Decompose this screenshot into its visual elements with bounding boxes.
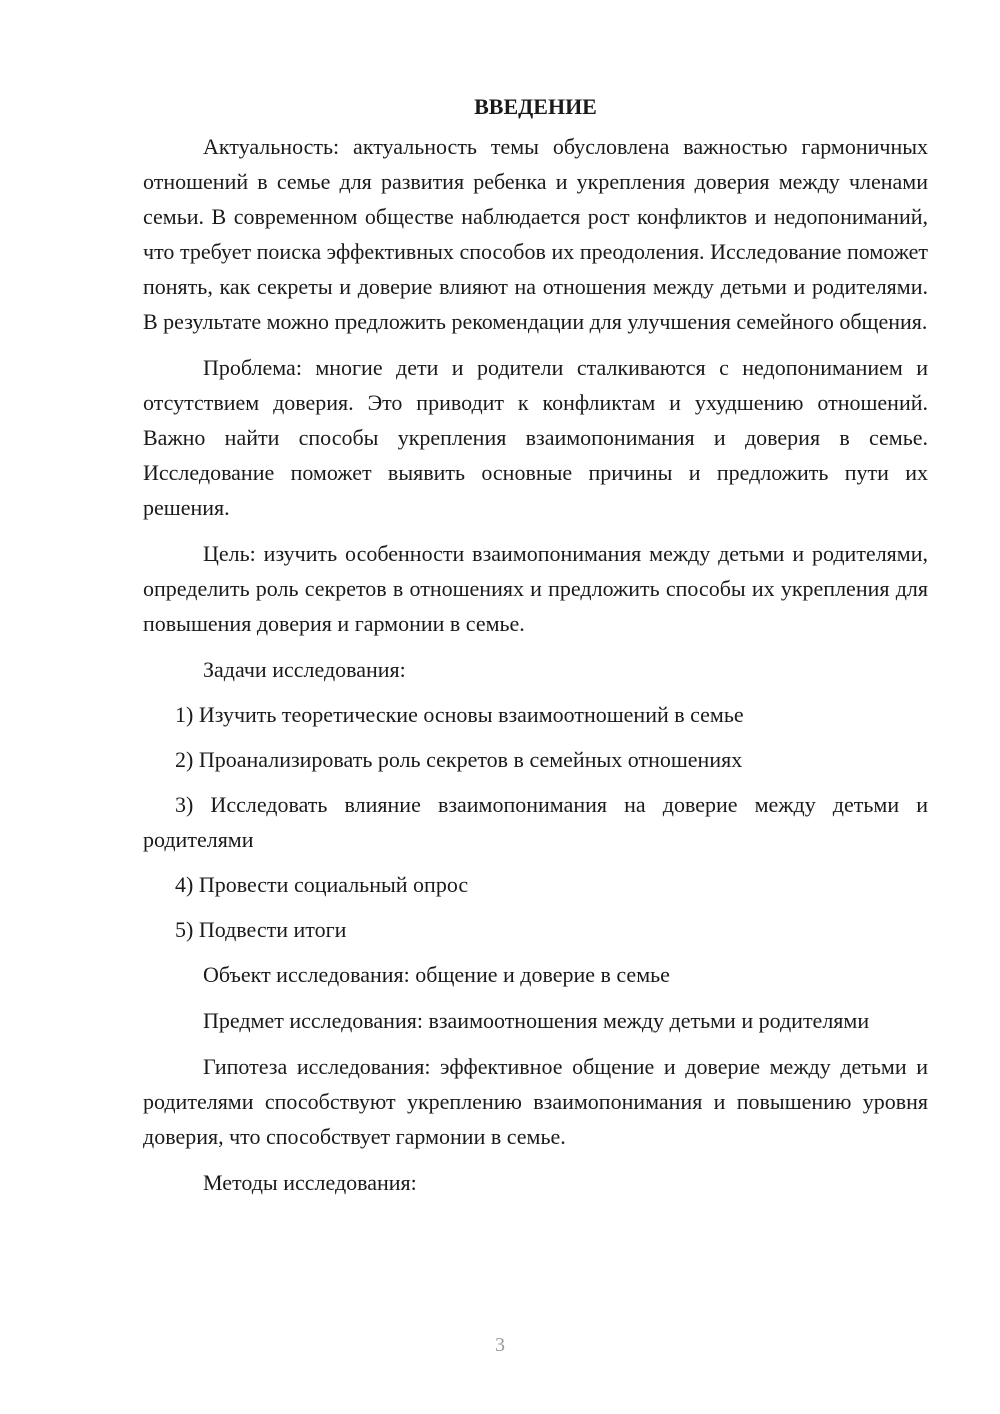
goal-paragraph: Цель: изучить особенности взаимопонимания между детьми и родителями, определить роль секретов в отношениях и предложить способы их укрепления для повышения доверия и гармонии в семье. bbox=[143, 541, 928, 636]
object-paragraph: Объект исследования: общение и доверие в семье bbox=[203, 962, 670, 987]
task-item: 3) Исследовать влияние взаимопонимания на доверие между детьми и родителями bbox=[143, 792, 928, 852]
task-item: 5) Подвести итоги bbox=[175, 917, 347, 942]
task-item: 1) Изучить теоретические основы взаимоотношений в семье bbox=[175, 702, 744, 727]
document-page bbox=[143, 92, 928, 1210]
task-item: 2) Проанализировать роль секретов в семейных отношениях bbox=[175, 747, 743, 772]
task-item: 4) Провести социальный опрос bbox=[175, 872, 469, 897]
hypothesis-paragraph: Гипотеза исследования: эффективное общение и доверие между детьми и родителями способствуют укреплению взаимопонимания и повышению уровня доверия, что способствует гармонии в семье. bbox=[143, 1054, 928, 1149]
problem-paragraph: Проблема: многие дети и родители сталкиваются с недопониманием и отсутствием доверия. Это приводит к конфликтам и ухудшению отношений. Важно найти способы укрепления взаимопонимания и доверия в семье. Исследование поможет выявить основные причины и предложить пути их решения. bbox=[143, 355, 928, 520]
methods-heading: Методы исследования: bbox=[203, 1170, 417, 1195]
section-title: ВВЕДЕНИЕ bbox=[474, 94, 597, 119]
relevance-paragraph: Актуальность: актуальность темы обусловлена важностью гармоничных отношений в семье для развития ребенка и укрепления доверия между членами семьи. В современном обществе наблюдается рост конфликтов и недопониманий, что требует поиска эффективных способов их преодоления. Исследование поможет понять, как секреты и доверие влияют на отношения между детьми и родителями. В результате можно предложить рекомендации для улучшения семейного общения. bbox=[143, 134, 928, 334]
page-number: 3 bbox=[495, 1334, 505, 1356]
subject-paragraph: Предмет исследования: взаимоотношения между детьми и родителями bbox=[203, 1008, 870, 1033]
tasks-heading: Задачи исследования: bbox=[203, 657, 406, 682]
